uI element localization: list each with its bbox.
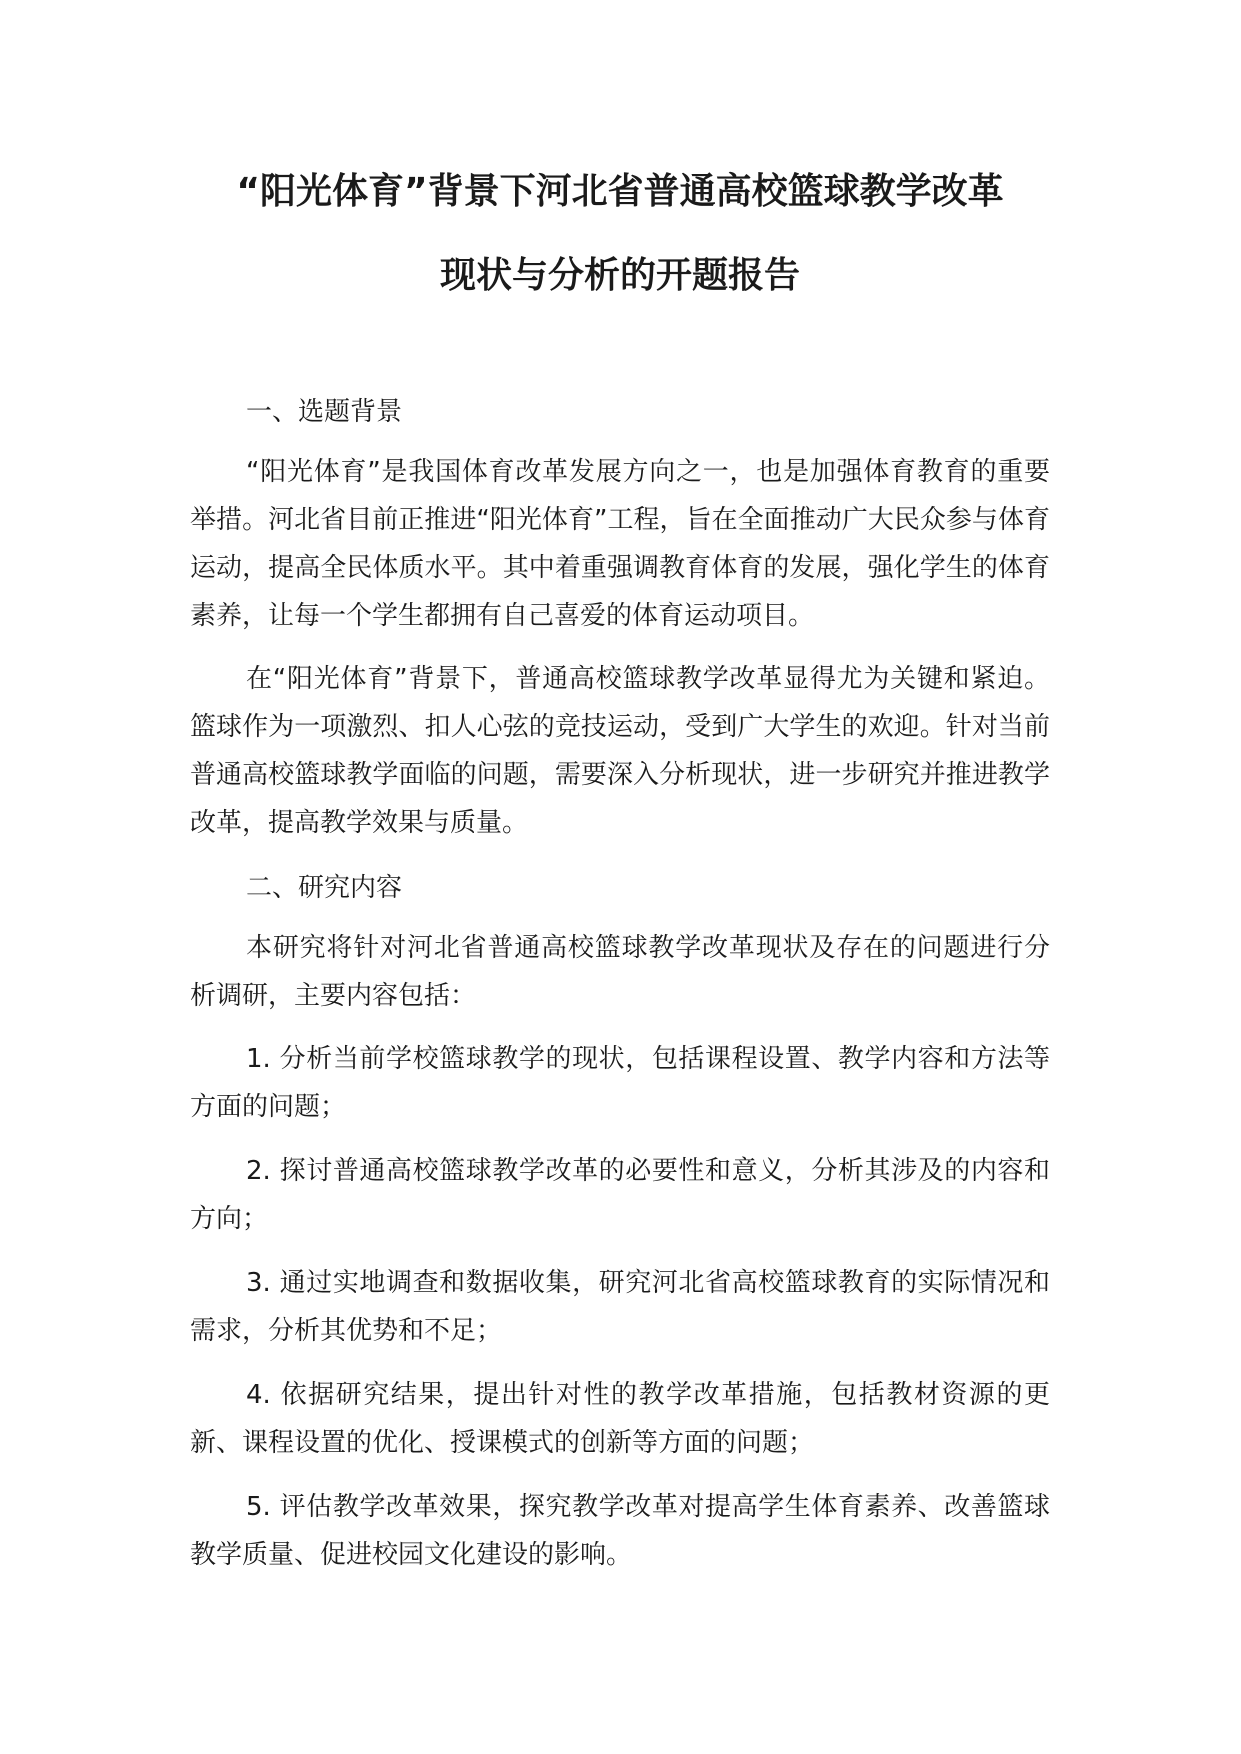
- research-item-1: 1. 分析当前学校篮球教学的现状，包括课程设置、教学内容和方法等方面的问题；: [190, 1044, 1050, 1122]
- research-intro-paragraph: 本研究将针对河北省普通高校篮球教学改革现状及存在的问题进行分析调研，主要内容包括：: [190, 933, 1050, 1011]
- research-item-3: 3. 通过实地调查和数据收集，研究河北省高校篮球教育的实际情况和需求，分析其优势和不足；: [190, 1268, 1050, 1346]
- section-heading-research-content: 二、研究内容: [246, 873, 403, 903]
- section-background: [190, 386, 1050, 847]
- document-title: [190, 150, 1050, 318]
- research-item-4: 4. 依据研究结果，提出针对性的教学改革措施，包括教材资源的更新、课程设置的优化、授课模式的创新等方面的问题；: [190, 1380, 1050, 1458]
- background-paragraph-1: “阳光体育”是我国体育改革发展方向之一，也是加强体育教育的重要举措。河北省目前正推进“阳光体育”工程，旨在全面推动广大民众参与体育运动，提高全民体质水平。其中着重强调教育体育的发展，强化学生的体育素养，让每一个学生都拥有自己喜爱的体育运动项目。: [190, 457, 1050, 631]
- section-heading-background: 一、选题背景: [246, 397, 403, 427]
- research-item-2: 2. 探讨普通高校篮球教学改革的必要性和意义，分析其涉及的内容和方向；: [190, 1156, 1050, 1234]
- background-paragraph-2: 在“阳光体育”背景下，普通高校篮球教学改革显得尤为关键和紧迫。篮球作为一项激烈、扣人心弦的竞技运动，受到广大学生的欢迎。针对当前普通高校篮球教学面临的问题，需要深入分析现状，进一步研究并推进教学改革，提高教学效果与质量。: [190, 664, 1050, 838]
- document-page: [190, 150, 1050, 1595]
- research-item-5: 5. 评估教学改革效果，探究教学改革对提高学生体育素养、改善篮球教学质量、促进校园文化建设的影响。: [190, 1492, 1050, 1570]
- section-research-content: [190, 862, 1050, 1579]
- title-line-2: 现状与分析的开题报告: [439, 255, 800, 296]
- title-line-1: “阳光体育”背景下河北省普通高校篮球教学改革: [236, 171, 1004, 212]
